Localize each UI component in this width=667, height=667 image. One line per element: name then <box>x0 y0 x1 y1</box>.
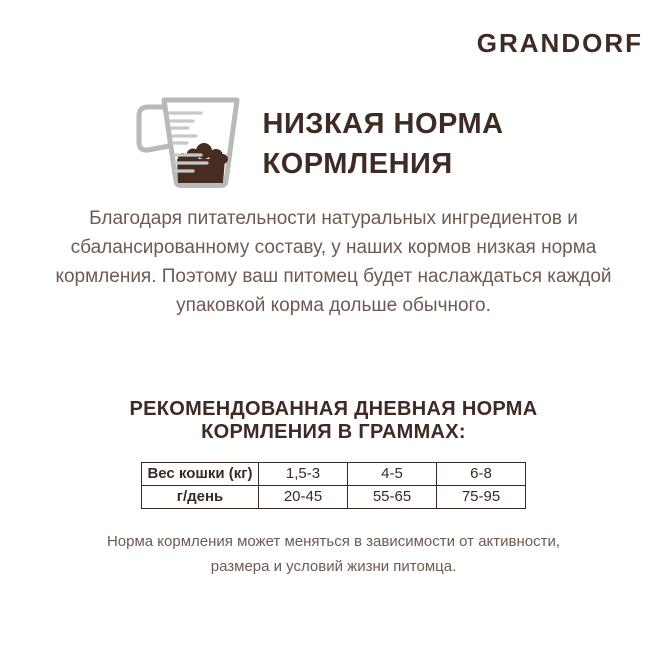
table-row-label: г/день <box>142 486 259 509</box>
hero-section <box>0 95 667 192</box>
measuring-cup-icon <box>133 95 245 192</box>
table-cell: 55-65 <box>348 486 437 509</box>
brand-logo: GRANDORF <box>476 28 643 58</box>
table-row-weight <box>142 463 526 486</box>
feeding-table-heading: РЕКОМЕНДОВАННАЯ ДНЕВНАЯ НОРМА КОРМЛЕНИЯ В ГРАММАХ: <box>129 398 538 443</box>
table-row-label: Вес кошки (кг) <box>142 463 259 486</box>
table-cell: 4-5 <box>348 463 437 486</box>
table-cell: 20-45 <box>259 486 348 509</box>
hero-title: НИЗКАЯ НОРМА КОРМЛЕНИЯ <box>262 107 504 180</box>
table-cell: 75-95 <box>437 486 526 509</box>
table-cell: 1,5-3 <box>259 463 348 486</box>
table-cell: 6-8 <box>437 463 526 486</box>
feeding-note: Норма кормления может меняться в зависимости от активности, размера и условий жизни питомца. <box>106 533 561 575</box>
feeding-table <box>141 462 526 509</box>
hero-description: Благодаря питательности натуральных ингредиентов и сбалансированному составу, у наших кормов низкая норма кормления. Поэтому ваш питомец будет наслаждаться каждой упаковкой корма дольше обычного. <box>55 208 612 316</box>
table-row-grams <box>142 486 526 509</box>
